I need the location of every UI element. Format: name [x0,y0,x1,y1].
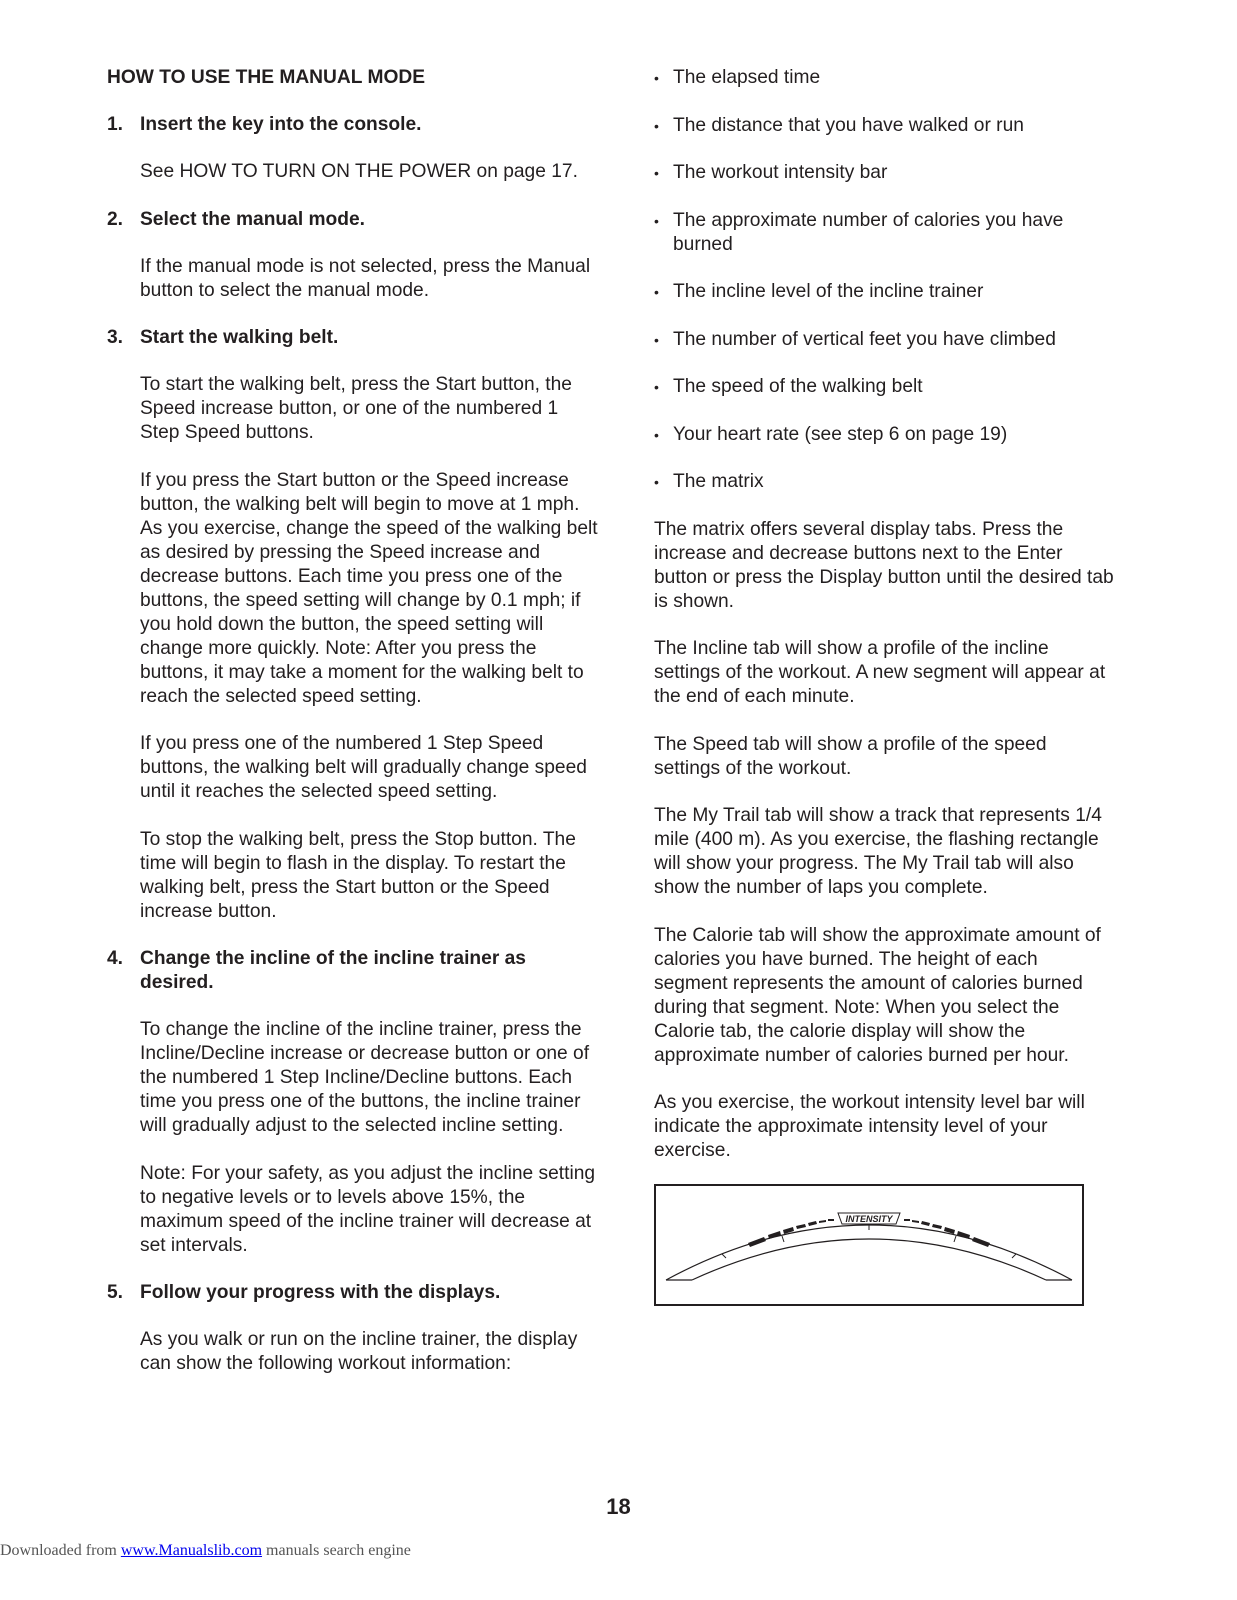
intensity-bar-figure [654,1184,1084,1306]
bullet-icon: • [654,426,659,443]
bullet-text: The incline level of the incline trainer [673,281,984,302]
step-number: 2. [107,208,124,230]
list-item [654,280,1114,304]
bullet-text: The approximate number of calories you have burned [673,209,1064,255]
step-number: 1. [107,114,124,135]
list-item [654,114,1114,138]
list-item [654,375,1114,399]
step-5 [107,1281,602,1305]
list-item [654,328,1114,352]
intensity-arc-illustration [656,1186,1082,1304]
bullet-text: The workout intensity bar [673,162,888,183]
paragraph: The Speed tab will show a profile of the speed settings of the workout. [654,733,1047,779]
step-title: Insert the key into the console. [140,114,422,135]
left-column [107,66,602,1400]
list-item [654,209,1114,257]
bullet-icon: • [654,212,659,229]
bullet-text: The speed of the walking belt [673,376,923,397]
page-number: 18 [606,1494,631,1519]
paragraph: As you exercise, the workout intensity level bar will indicate the approximate intensity level of your exercise. [654,1092,1085,1161]
step-paragraph: If the manual mode is not selected, press the Manual button to select the manual mode. [140,255,591,301]
step-title: Follow your progress with the displays. [140,1282,501,1303]
bullet-icon: • [654,165,659,181]
paragraph: The Calorie tab will show the approximate amount of calories you have burned. The height of each segment represents the amount of calories burned during that segment. Note: When you select the Calorie tab, the calorie display will show the approximate number of calories burned per hour. [654,924,1101,1066]
step-number: 3. [107,327,124,348]
list-item [654,470,1114,494]
bullet-text: The distance that you have walked or run [673,114,1024,136]
step-title: Select the manual mode. [140,208,365,230]
paragraph: The My Trail tab will show a track that represents 1/4 mile (400 m). As you exercise, the flashing rectangle will show your progress. The My Trail tab will also show the number of laps you complete. [654,805,1102,898]
footer-prefix: Downloaded from [0,1542,121,1559]
step-1 [107,113,602,137]
step-paragraph: To start the walking belt, press the Start button, the Speed increase button, or one of the numbered 1 Step Speed buttons. [140,374,572,443]
step-2 [107,208,602,232]
bullet-text: Your heart rate (see step 6 on page 19) [673,423,1008,445]
step-title: Start the walking belt. [140,327,339,348]
paragraph: The Incline tab will show a profile of the incline settings of the workout. A new segment will appear at the end of each minute. [654,638,1106,707]
list-item [654,423,1114,447]
manualslib-link[interactable]: www.Manualslib.com [120,1542,263,1559]
step-title: Change the incline of the incline trainer as desired. [140,948,526,993]
step-number: 5. [107,1282,124,1303]
bullet-icon: • [654,331,659,348]
step-paragraph: Note: For your safety, as you adjust the incline setting to negative levels or to levels above 15%, the maximum speed of the incline trainer will decrease at set intervals. [140,1162,596,1256]
bullet-icon: • [654,474,659,490]
right-column [654,66,1114,1187]
bullet-text: The elapsed time [673,67,821,88]
step-paragraph: To change the incline of the incline trainer, press the Incline/Decline increase or decrease button or one of the numbered 1 Step Incline/Decline buttons. Each time you press one of the buttons, the incline trainer will gradually adjust to the selected incline setting. [140,1019,590,1136]
bullet-icon: • [654,379,659,395]
section-heading: HOW TO USE THE MANUAL MODE [107,67,426,88]
step-paragraph: If you press the Start button or the Speed increase button, the walking belt will begin to move at 1 mph. As you exercise, change the speed of the walking belt as desired by pressing the Speed increase and decrease buttons. Each time you press one of the buttons, the speed setting will change by 0.1 mph; if you hold down the button, the speed setting will change more quickly. Note: After you press the buttons, it may take a moment for the walking belt to reach the selected speed setting. [140,469,598,707]
intensity-label: INTENSITY [845,1214,893,1224]
list-item [654,66,1114,90]
step-paragraph: As you walk or run on the incline trainer, the display can show the following workout information: [140,1329,578,1374]
list-item [654,161,1114,185]
step-4 [107,947,602,995]
paragraph: The matrix offers several display tabs. Press the increase and decrease buttons next to the Enter button or press the Display button until the desired tab is shown. [654,518,1114,612]
step-3 [107,326,602,350]
bullet-icon: • [654,117,659,134]
step-number: 4. [107,948,124,969]
bullet-icon: • [654,284,659,300]
step-paragraph: See HOW TO TURN ON THE POWER on page 17. [140,161,578,182]
download-footer [0,1542,411,1560]
step-paragraph: To stop the walking belt, press the Stop button. The time will begin to flash in the display. To restart the walking belt, press the Start button or the Speed increase button. [140,828,576,922]
bullet-icon: • [654,70,659,86]
step-paragraph: If you press one of the numbered 1 Step Speed buttons, the walking belt will gradually change speed until it reaches the selected speed setting. [140,733,587,802]
bullet-text: The matrix [673,471,764,492]
footer-suffix: manuals search engine [262,1542,411,1559]
bullet-text: The number of vertical feet you have climbed [673,328,1056,350]
